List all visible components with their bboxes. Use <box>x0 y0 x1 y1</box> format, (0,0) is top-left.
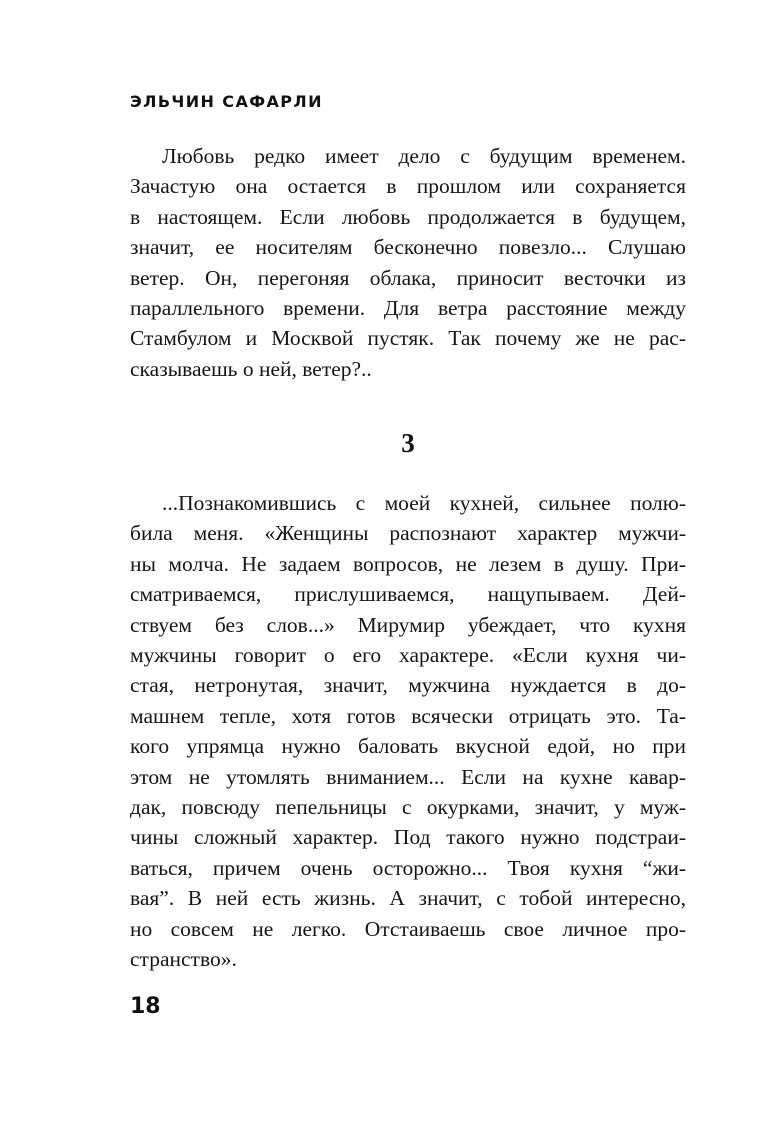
chapter-number: 3 <box>401 428 415 458</box>
text-line: сматриваемся, прислушиваемся, нащупываем. Дей- <box>130 582 686 607</box>
text-line: ны молча. Не задаем вопросов, не лезем в душу. При- <box>130 551 686 576</box>
paragraph-1 <box>130 141 686 384</box>
text-line: значит, ее носителям бесконечно повезло... Слушаю <box>130 235 686 260</box>
page-number: 18 <box>130 994 161 1019</box>
text-line: в настоящем. Если любовь продолжается в будущем, <box>130 204 686 229</box>
text-line: стая, нетронутая, значит, мужчина нуждается в до- <box>130 673 686 698</box>
text-line: ветер. Он, перегоняя облака, приносит весточки из <box>130 265 686 290</box>
text-line: но совсем не легко. Отстаиваешь свое личное про- <box>130 916 686 941</box>
text-line: Стамбулом и Москвой пустяк. Так почему же не рас- <box>130 326 686 351</box>
text-line: ваться, причем очень осторожно... Твоя кухня “жи- <box>130 855 686 880</box>
text-line: ствуем без слов...» Мирумир убеждает, что кухня <box>130 612 686 637</box>
text-line: чины сложный характер. Под такого нужно подстраи- <box>130 825 686 850</box>
text-line: кого упрямца нужно баловать вкусной едой, но при <box>130 734 686 759</box>
text-line: Любовь редко имеет дело с будущим временем. <box>162 144 686 168</box>
text-line: Зачастую она остается в прошлом или сохраняется <box>130 174 686 199</box>
text-line: вая”. В ней есть жизнь. А значит, с тобой интересно, <box>130 886 686 911</box>
text-line: странство». <box>130 947 237 972</box>
paragraph-2 <box>130 488 686 975</box>
text-line: дак, повсюду пепельницы с окурками, значит, у муж- <box>130 795 686 820</box>
running-header-author: ЭЛЬЧИН САФАРЛИ <box>130 92 323 111</box>
text-line: параллельного времени. Для ветра расстояние между <box>130 296 686 321</box>
text-line: била меня. «Женщины распознают характер мужчи- <box>130 521 686 546</box>
text-line: ...Познакомившись с моей кухней, сильнее полю- <box>162 491 686 515</box>
text-line: мужчины говорит о его характере. «Если кухня чи- <box>130 643 686 668</box>
text-line: сказываешь о ней, ветер?.. <box>130 356 372 381</box>
text-line: этом не утомлять вниманием... Если на кухне кавар- <box>130 764 686 789</box>
text-line: машнем тепле, хотя готов всячески отрицать это. Та- <box>130 703 686 728</box>
